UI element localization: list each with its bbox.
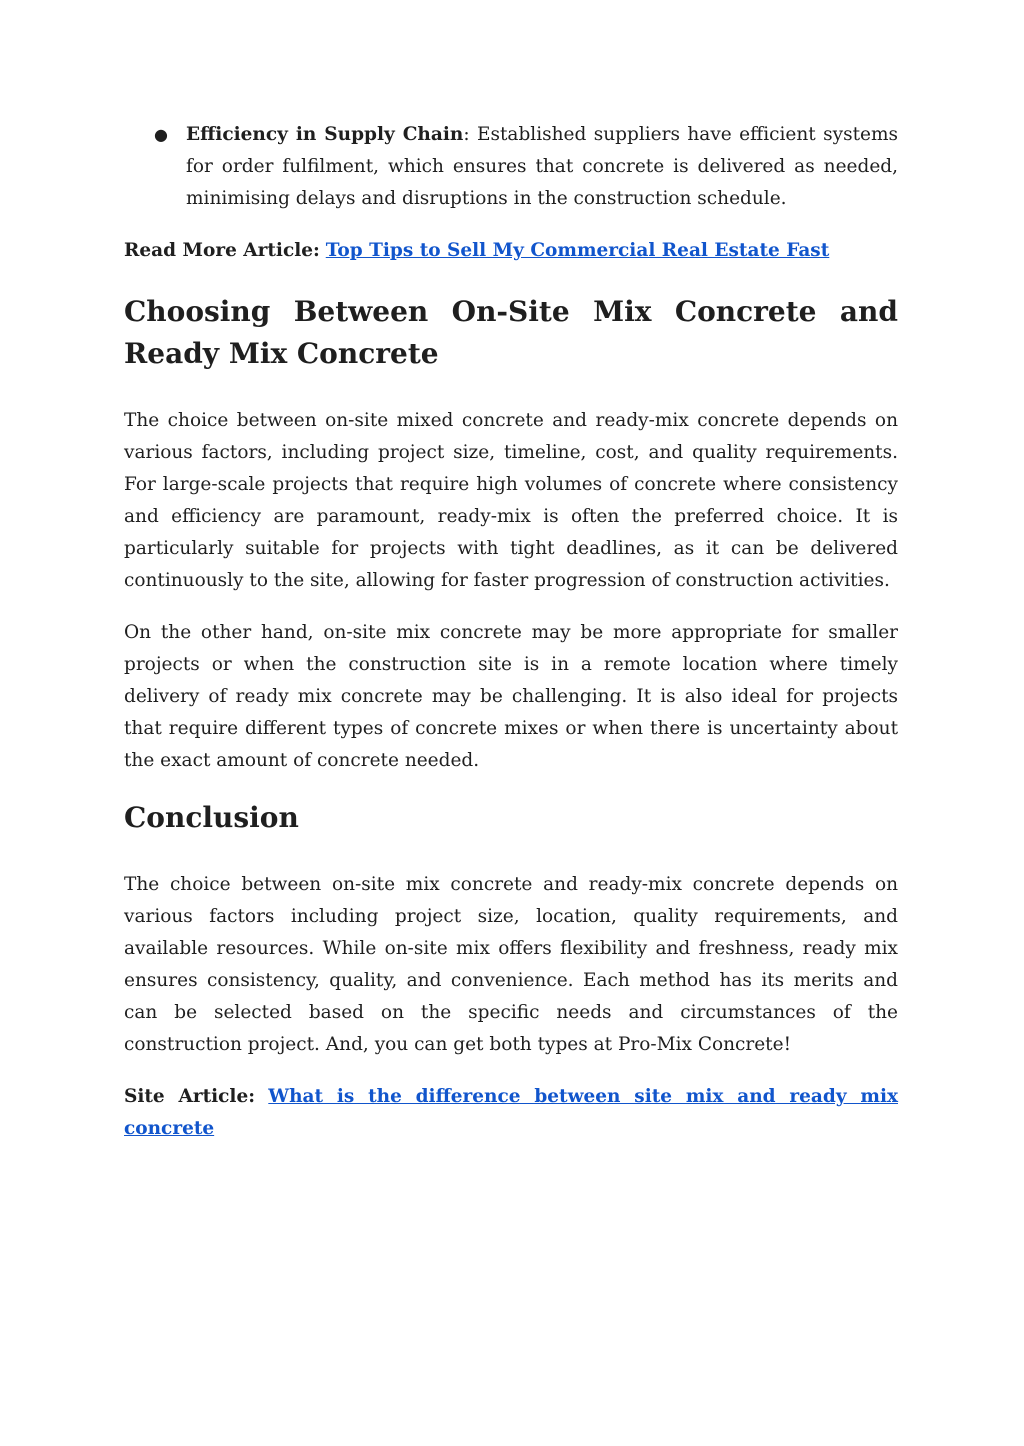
read-more-line [124,235,898,267]
section-heading-conclusion: Conclusion [124,801,299,834]
site-article-label: Site Article: [124,1086,256,1107]
document-page [124,119,898,1145]
bullet-title: Efficiency in Supply Chain [186,124,464,145]
read-more-link[interactable]: Top Tips to Sell My Commercial Real Estate Fast [325,240,830,261]
paragraph-conclusion: The choice between on-site mix concrete and ready-mix concrete depends on various factors including project size, location, quality requirements, and available resources. While on-site mix offers flexibility and freshness, ready mix ensures consistency, quality, and convenience. Each method has its merits and can be selected based on the specific needs and circumstances of the construction project. And, you can get both types at Pro-Mix Concrete! [124,874,898,1055]
bullet-icon: ● [154,125,168,144]
section-heading-choosing: Choosing Between On-Site Mix Concrete and Ready Mix Concrete [124,295,898,370]
paragraph-other-hand: On the other hand, on-site mix concrete may be more appropriate for smaller projects or when the construction site is in a remote location where timely delivery of ready mix concrete may be challenging. It is also ideal for projects that require different types of concrete mixes or when there is uncertainty about the exact amount of concrete needed. [124,622,898,771]
site-article-line [124,1081,898,1145]
bullet-item-supply-chain [124,119,898,215]
bullet-separator: : [463,124,477,145]
bullet-text: Established suppliers have efficient systems for order fulfilment, which ensures that concrete is delivered as needed, minimising delays and disruptions in the construction schedule. [186,124,898,209]
read-more-label: Read More Article: [124,240,320,261]
paragraph-choice: The choice between on-site mixed concrete and ready-mix concrete depends on various factors, including project size, timeline, cost, and quality requirements. For large-scale projects that require high volumes of concrete where consistency and efficiency are paramount, ready-mix is often the preferred choice. It is particularly suitable for projects with tight deadlines, as it can be delivered continuously to the site, allowing for faster progression of construction activities. [124,410,898,591]
site-article-link[interactable]: What is the difference between site mix and ready mix concrete [124,1086,898,1139]
